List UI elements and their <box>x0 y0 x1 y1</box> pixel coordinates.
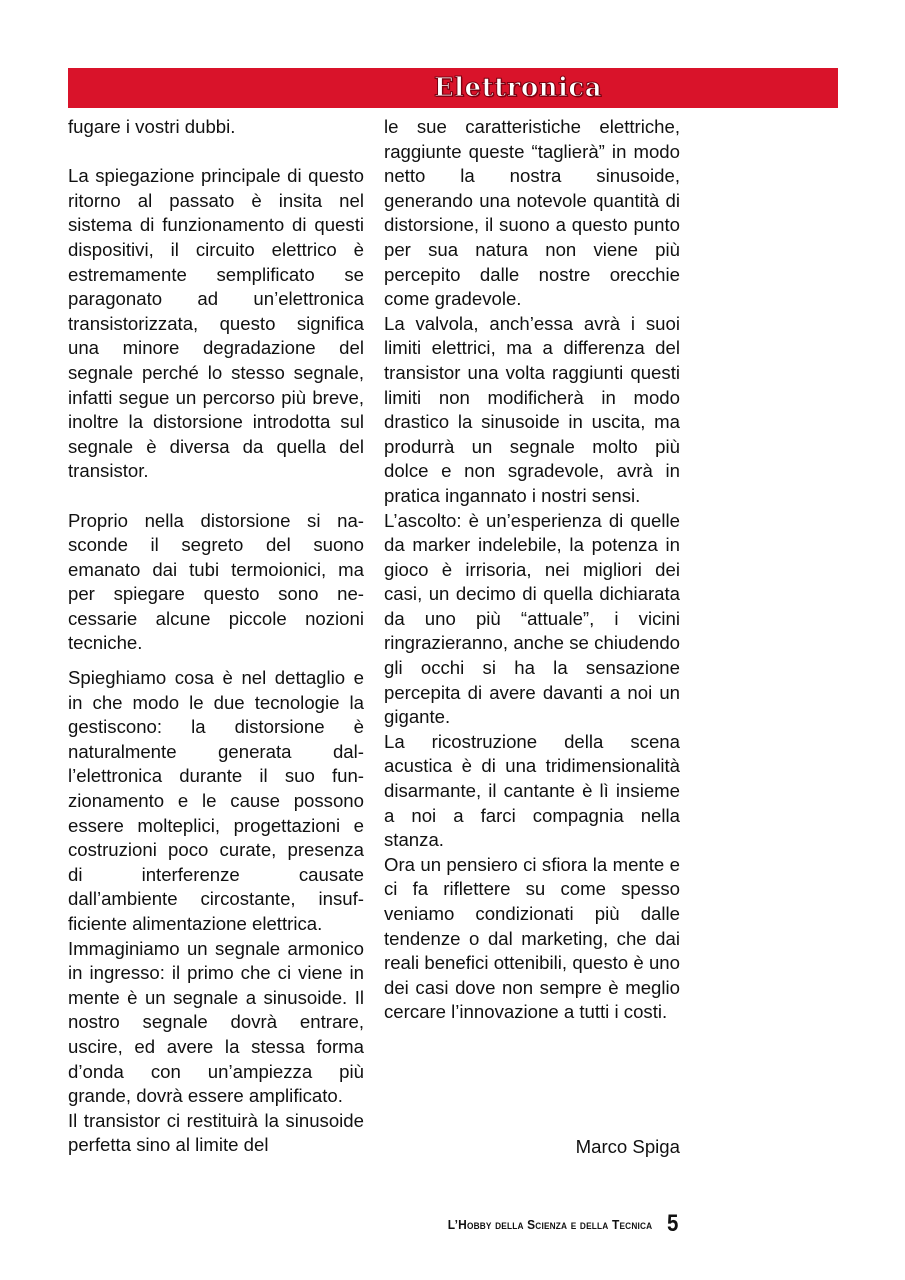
right-paragraph-1: le sue caratteristiche elettriche, raggiunte queste “taglierà” in modo netto la nostra sinusoide, generando una notevole quantità di distorsione, il suono a questo punto per sua natura non viene più percepito dalle nostre orecchie come gradevole. <box>384 116 680 310</box>
publication-name: L’Hobby della Scienza e della Tecnica <box>448 1216 653 1232</box>
left-paragraph-3: Proprio nella distorsione si nasconde il segreto del suono emanato dai tubi termoionici, ma per spiegare questo sono necessarie alcune piccole nozioni tecniche. <box>68 509 364 654</box>
page-footer <box>380 1210 680 1240</box>
left-paragraph-2: La spiegazione principale di questo ritorno al passato è insita nel sistema di funzionamento di questi dispositivi, il circuito elettrico è estremamente semplificato se paragonato ad un’elettronica transistorizzata, questo significa una minore degradazione del segnale perché lo stesso segnale, infatti segue un percorso più breve, inoltre la distorsione introdotta sul segnale è diversa da quella del transistor. <box>68 165 364 482</box>
section-title: Elettronica <box>433 73 603 103</box>
section-header-bar <box>68 68 838 108</box>
right-paragraph-3: L’ascolto: è un’esperienza di quelle da marker indelebile, la potenza in gioco è irrisoria, nei migliori dei casi, un decimo di quella dichiarata da uno più “attuale”, i vicini ringrazieranno, anche se chiudendo gli occhi si ha la sensazione percepita di avere davanti a noi un gigante. <box>384 509 680 728</box>
right-column <box>384 115 680 1025</box>
article-author: Marco Spiga <box>575 1136 680 1157</box>
left-column <box>68 115 364 1158</box>
right-paragraph-5: Ora un pensiero ci sfiora la mente e ci fa riflettere su come spesso veniamo condizionati più dalle tendenze o dal marketing, che dai reali benefici ottenibili, questo è uno dei casi dove non sempre è meglio cercare l’innovazione a tutti i costi. <box>384 853 680 1023</box>
page-number: 5 <box>666 1210 678 1237</box>
left-paragraph-4: Spieghiamo cosa è nel dettaglio e in che modo le due tecnologie la gestiscono: la distorsione è naturalmente generata dall’elettronica durante il suo funzionamento e le cause possono essere molteplici, progettazioni e costruzioni poco curate, presenza di interferenze causate dall’ambiente circostante, insufficiente alimentazione elettrica. <box>68 667 364 934</box>
right-paragraph-2: La valvola, anch’essa avrà i suoi limiti elettrici, ma a differenza del transistor una volta raggiunti questi limiti non modificherà in modo drastico la sinusoide in uscita, ma produrrà un segnale molto più dolce e non sgradevole, avrà in pratica ingannato i nostri sensi. <box>384 312 680 506</box>
right-paragraph-4: La ricostruzione della scena acustica è di una tridimensionalità disarmante, il cantante è lì insieme a noi a farci compagnia nella stanza. <box>384 730 680 851</box>
left-paragraph-6: Il transistor ci restituirà la sinusoide perfetta sino al limite del <box>68 1109 364 1156</box>
left-paragraph-1: fugare i vostri dubbi. <box>68 116 236 137</box>
left-paragraph-5: Immaginiamo un segnale armonico in ingresso: il primo che ci viene in mente è un segnale a sinusoide. Il nostro segnale dovrà entrare, uscire, ed avere la stessa forma d’onda con un’ampiezza più grande, dovrà essere amplificato. <box>68 937 364 1107</box>
